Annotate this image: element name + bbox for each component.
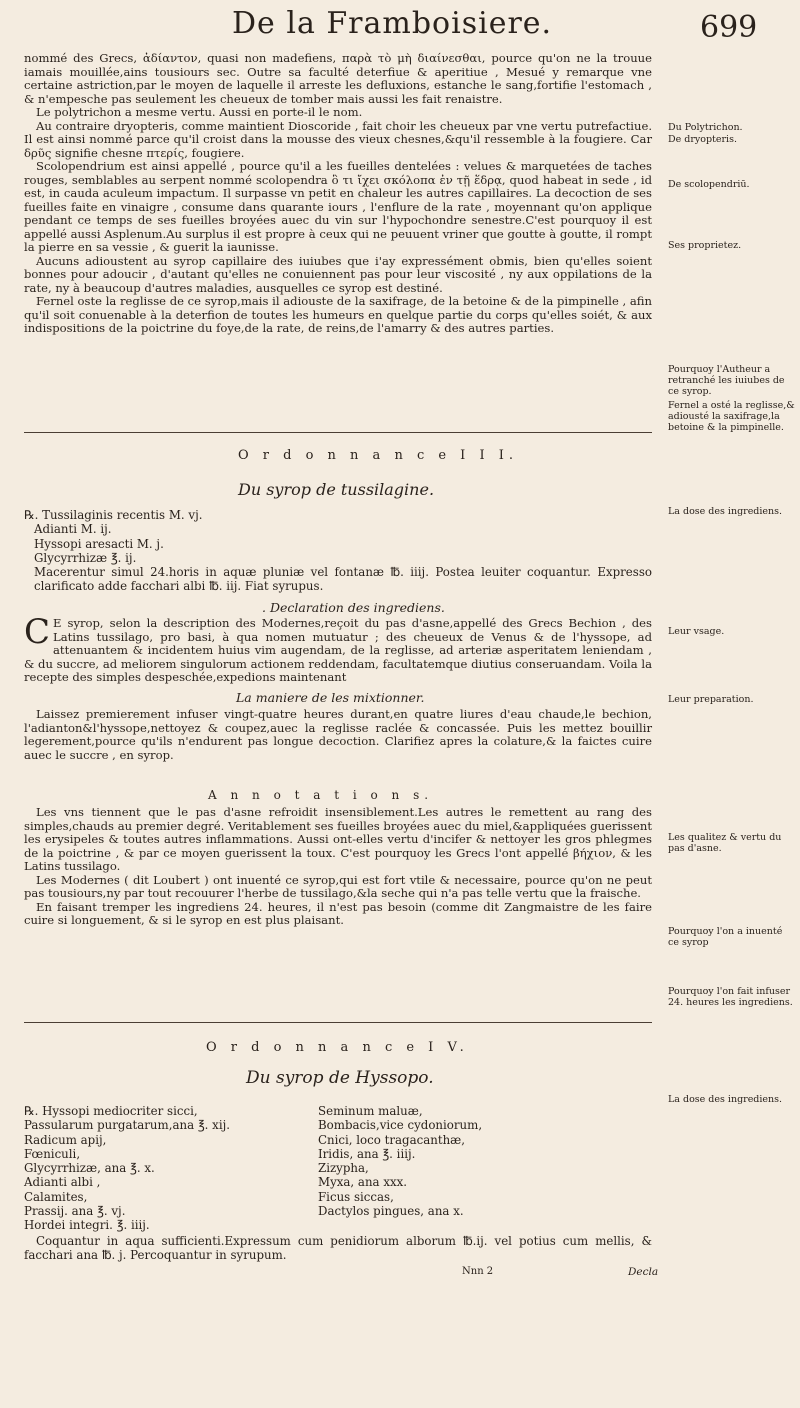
recipe-line: Passularum purgatarum,ana ℥. xij. <box>24 1118 231 1133</box>
margin-note: Du Polytrichon. <box>668 122 743 133</box>
recipe-line: Ficus siccas, <box>318 1189 394 1204</box>
margin-note: Ses proprietez. <box>668 240 742 251</box>
margin-note: La dose des ingrediens. <box>668 506 783 517</box>
drop-capital: C <box>24 612 51 652</box>
margin-note: Pourquoy l'on a inuenté ce syrop <box>668 926 783 948</box>
recipe-iii <box>24 508 652 594</box>
page-number: 699 <box>700 10 758 45</box>
intro-text <box>24 52 652 336</box>
recipe-line: Adianti albi , <box>24 1175 101 1190</box>
recipe-line: Dactylos pingues, ana x. <box>318 1204 464 1219</box>
mixture-text: Laissez premierement infuser vingt-quatre heures durant,en quatre liures d'eau chaude,le bechion, l'adianton&l'hyssope,nettoyez & coupez,auec la reglisse raclée & concassée. Puis les mettez bouillir legerement,pource qu'ils n'endurent pas longue decoction. Clarifiez apres la colature,& la faictes cuire auec le succre , en syrop. <box>24 707 652 762</box>
margin-note: Leur preparation. <box>668 694 754 705</box>
section-rule <box>24 432 652 433</box>
margin-note: Les qualitez & vertu du pas d'asne. <box>668 832 782 854</box>
recipe-line: Hordei integri. ℥. iiij. <box>24 1218 150 1233</box>
recipe-line: Zizypha, <box>318 1161 369 1176</box>
margin-note: Fernel a osté la reglisse,& adiousté la saxifrage,la betoine & la pimpinelle. <box>668 400 795 433</box>
recipe-line: ℞. Tussilaginis recentis M. vj. <box>24 508 203 522</box>
catchword: Decla <box>628 1266 659 1278</box>
recipe-line: Myxa, ana xxx. <box>318 1175 408 1190</box>
recipe-line: Prassij. ana ℥. vj. <box>24 1204 126 1219</box>
recipe-line: Radicum apij, <box>24 1132 107 1147</box>
recipe-line: Bombacis,vice cydoniorum, <box>318 1118 483 1133</box>
margin-note: Pourquoy l'on fait infuser 24. heures les ingrediens. <box>668 986 793 1008</box>
paragraph: nommé des Grecs, ἀδίαντον, quasi non madefiens, παρὰ τὸ μὴ διαίνεσθαι, pource qu'on ne la trouue iamais mouillée,ains tousiours sec. Outre sa faculté deterfiue & aperitiue , Mesué y remarque vne certaine astriction,par le moyen de laquelle il arreste les defluxions, estanche le sang,fortifie l'estomach , & n'empesche pas seulement les cheueux de tomber mais aussi les fait renaistre. <box>24 51 652 106</box>
paragraph: Scolopendrium est ainsi appellé , pource qu'il a les fueilles dentelées : velues & marquetées de taches rouges, semblables au serpent nommé scolopendra ὃ τι ἴχει σκόλοπα ἐν τῇ ἕδρᾳ, quod habeat in sede , id est, in cauda aculeum impactum. Il surpasse vn petit en chaleur les autres capillaires. La decoction de ses fueilles faite en vinaigre , consume dans quarante iours , l'enflure de la rate , moyennant qu'on applique pendant ce temps de ses fueilles broyées auec du vin sur l'hypochondre senestre.C'est pourquoy il est appellé aussi Asplenum.Au surplus il est propre à ceux qui ne peuuent vriner que goutte à goutte, il rompt la pierre en sa vessie , & guerit la iaunisse. <box>24 159 652 254</box>
ordonnance-iii-title: O r d o n n a n c e I I I. <box>238 448 518 463</box>
margin-note: De scolopendriū. <box>668 179 750 190</box>
annotations-title: A n n o t a t i o n s. <box>208 788 434 802</box>
recipe-line: Adianti M. ij. <box>34 522 112 537</box>
declaration-title: . Declaration des ingrediens. <box>262 600 445 615</box>
recipe-iv-right-column <box>318 1104 482 1218</box>
declaration-text: E syrop, selon la description des Modernes,reçoit du pas d'asne,appellé des Grecs Bechion , des Latins tussilago, pro basi, à qua nomen mutuatur ; des cheueux de Venus & de l'hyssope, ad attenuantem & incidentem huius vim augendam, de la reglisse, ad arteriæ asperitatem leniendam , & du succre, ad meliorem singulorum actionem reddendam, facultatemque diutius conseruandam. Voila la recepte des simples despeschée,expedions maintenant <box>24 616 652 684</box>
margin-note: La dose des ingrediens. <box>668 1094 783 1105</box>
declaration-block <box>24 612 652 685</box>
margin-note: Pourquoy l'Autheur a retranché les iuiubes de ce syrop. <box>668 364 785 397</box>
paragraph: Les Modernes ( dit Loubert ) ont inuenté ce syrop,qui est fort vtile & necessaire, pource qu'on ne peut pas tousiours,ny par tout recouurer l'herbe de tussilago,&la seche qui n'a pas telle vertu que la fraische. <box>24 872 652 900</box>
ordonnance-iii-subtitle: Du syrop de tussilagine. <box>238 480 435 499</box>
running-title: De la Framboisiere. <box>232 6 553 41</box>
recipe-line: Glycyrrhizæ, ana ℥. x. <box>24 1161 155 1176</box>
paragraph: Les vns tiennent que le pas d'asne refroidit insensiblement.Les autres le remettent au rang des simples,chauds au premier degré. Veritablement ses fueilles broyées auec du miel,&appliquées guerissent les erysipeles & toutes autres inflammations. Aussi ont-elles vertu d'incifer & nettoyer les gros phlegmes de la poictrine , & par ce moyen guerissent la toux. C'est pourquoy les Grecs l'ont appellé βήχιον, & les Latins tussilago. <box>24 805 652 873</box>
paragraph: Fernel oste la reglisse de ce syrop,mais il adiouste de la saxifrage, de la betoine & de la pimpinelle , afin qu'il soit conuenable à la deterfion de toutes les humeurs en quelque partie du corps qu'elles soiét, & aux indispositions de la poictrine du foye,de la rate, de reins,de l'amarry & des autres parties. <box>24 294 652 335</box>
ordonnance-iv-title: O r d o n n a n c e I V. <box>206 1040 469 1055</box>
recipe-line: Fœniculi, <box>24 1146 81 1161</box>
section-rule <box>24 1022 652 1023</box>
mixture-title: La maniere de les mixtionner. <box>236 690 425 705</box>
recipe-iv-closing <box>24 1234 652 1263</box>
paragraph: Au contraire dryopteris, comme maintient Dioscoride , fait choir les cheueux par vne vertu putrefactiue. Il est ainsi nommé parce qu'il croist dans la mousse des vieux chesnes,&qu'il ressemble à la fougiere. Car δρῦς signifie chesne πτερίς, fougiere. <box>24 118 652 160</box>
margin-note: De dryopteris. <box>668 134 737 145</box>
recipe-iv-left-column <box>24 1104 314 1233</box>
paragraph: En faisant tremper les ingrediens 24. heures, il n'est pas besoin (comme dit Zangmaistre de les faire cuire si longuement, & si le syrop en est plus plaisant. <box>24 899 652 927</box>
recipe-line: ℞. Hyssopi mediocriter sicci, <box>24 1104 198 1118</box>
margin-note: Leur vsage. <box>668 626 725 637</box>
signature-mark: Nnn 2 <box>462 1266 494 1277</box>
recipe-line: Hyssopi aresacti M. j. <box>34 536 164 551</box>
recipe-line: Glycyrrhizæ ℥. ij. <box>34 550 137 565</box>
paragraph: Coquantur in aqua sufficienti.Expressum cum penidiorum alborum ℔.ij. vel potius cum mellis, & facchari ana ℔. j. Percoquantur in syrupum. <box>24 1234 652 1263</box>
mixture-block <box>24 708 652 762</box>
recipe-line: Iridis, ana ℥. iiij. <box>318 1146 416 1161</box>
recipe-line: Seminum maluæ, <box>318 1104 423 1118</box>
paragraph: Aucuns adioustent au syrop capillaire des iuiubes que i'ay expressément obmis, bien qu'elles soient bonnes pour adoucir , d'autant qu'elles ne conuiennent pas pour leur viscosité , ny aux oppilations de la rate, ny à beaucoup d'autres maladies, ausquelles ce syrop est destiné. <box>24 253 652 295</box>
recipe-line: Calamites, <box>24 1189 88 1204</box>
ordonnance-iv-subtitle: Du syrop de Hyssopo. <box>246 1068 434 1088</box>
recipe-line: Cnici, loco tragacanthæ, <box>318 1132 466 1147</box>
annotations-block <box>24 806 652 928</box>
paragraph: Le polytrichon a mesme vertu. Aussi en porte-il le nom. <box>36 105 363 119</box>
recipe-instructions: Macerentur simul 24.horis in aquæ pluniæ vel fontanæ ℔. iiij. Postea leuiter coquantur. Expresso clarificato adde facchari albi ℔. iij. Fiat syrupus. <box>34 565 652 594</box>
